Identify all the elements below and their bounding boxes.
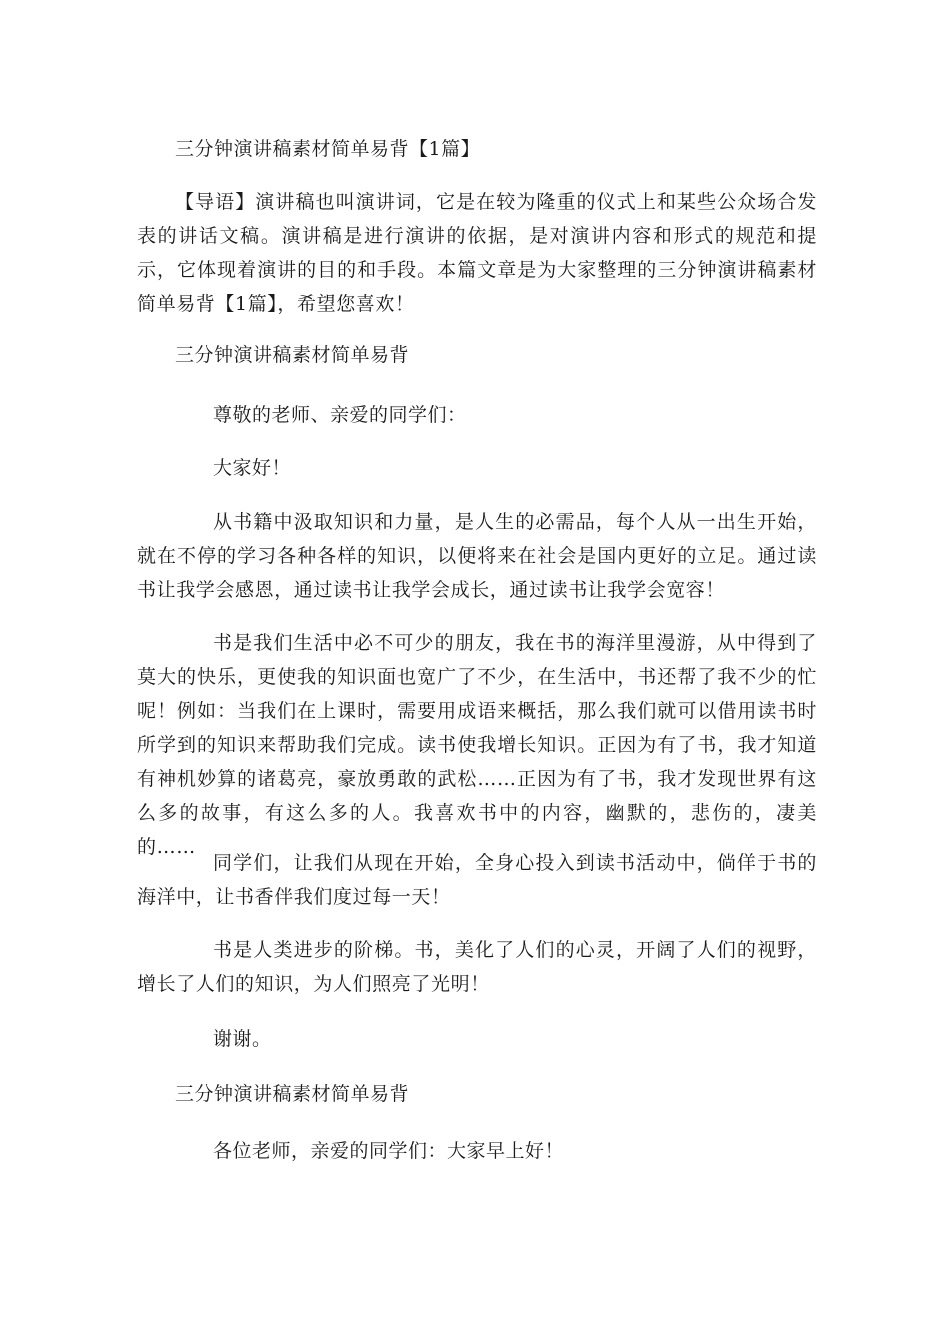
intro-paragraph: 【导语】演讲稿也叫演讲词，它是在较为隆重的仪式上和某些公众场合发表的讲话文稿。演讲稿是进行演讲的依据，是对演讲内容和形式的规范和提示，它体现着演讲的目的和手段。本篇文章是为大家整理的三分钟演讲稿素材简单易背【1篇】，希望您喜欢！ (137, 191, 817, 315)
section1-paragraph-3: 同学们，让我们从现在开始，全身心投入到读书活动中，倘佯于书的海洋中，让书香伴我们度过每一天！ (137, 852, 817, 908)
section2-salutation: 各位老师，亲爱的同学们：大家早上好！ (213, 1140, 565, 1162)
section1-heading: 三分钟演讲稿素材简单易背 (175, 344, 410, 366)
section1-paragraph-1: 从书籍中汲取知识和力量，是人生的必需品，每个人从一出生开始，就在不停的学习各种各样的知识，以便将来在社会是国内更好的立足。通过读书让我学会感恩，通过读书让我学会成长，通过读书让我学会宽容！ (137, 511, 817, 601)
document-title: 三分钟演讲稿素材简单易背【1篇】 (175, 138, 481, 160)
section2-heading: 三分钟演讲稿素材简单易背 (175, 1083, 410, 1105)
section1-greeting: 大家好！ (213, 457, 292, 479)
section1-paragraph-4: 书是人类进步的阶梯。书，美化了人们的心灵，开阔了人们的视野，增长了人们的知识，为人们照亮了光明！ (137, 939, 817, 995)
section1-closing: 谢谢。 (213, 1028, 272, 1050)
section1-paragraph-2: 书是我们生活中必不可少的朋友，我在书的海洋里漫游，从中得到了莫大的快乐，更使我的知识面也宽广了不少，在生活中，书还帮了我不少的忙呢！例如：当我们在上课时，需要用成语来概括，那么我们就可以借用读书时所学到的知识来帮助我们完成。读书使我增长知识。正因为有了书，我才知道有神机妙算的诸葛亮，豪放勇敢的武松……正因为有了书，我才发现世界有这么多的故事，有这么多的人。我喜欢书中的内容，幽默的，悲伤的，凄美的…… (137, 632, 817, 858)
section1-salutation: 尊敬的老师、亲爱的同学们： (213, 404, 467, 426)
